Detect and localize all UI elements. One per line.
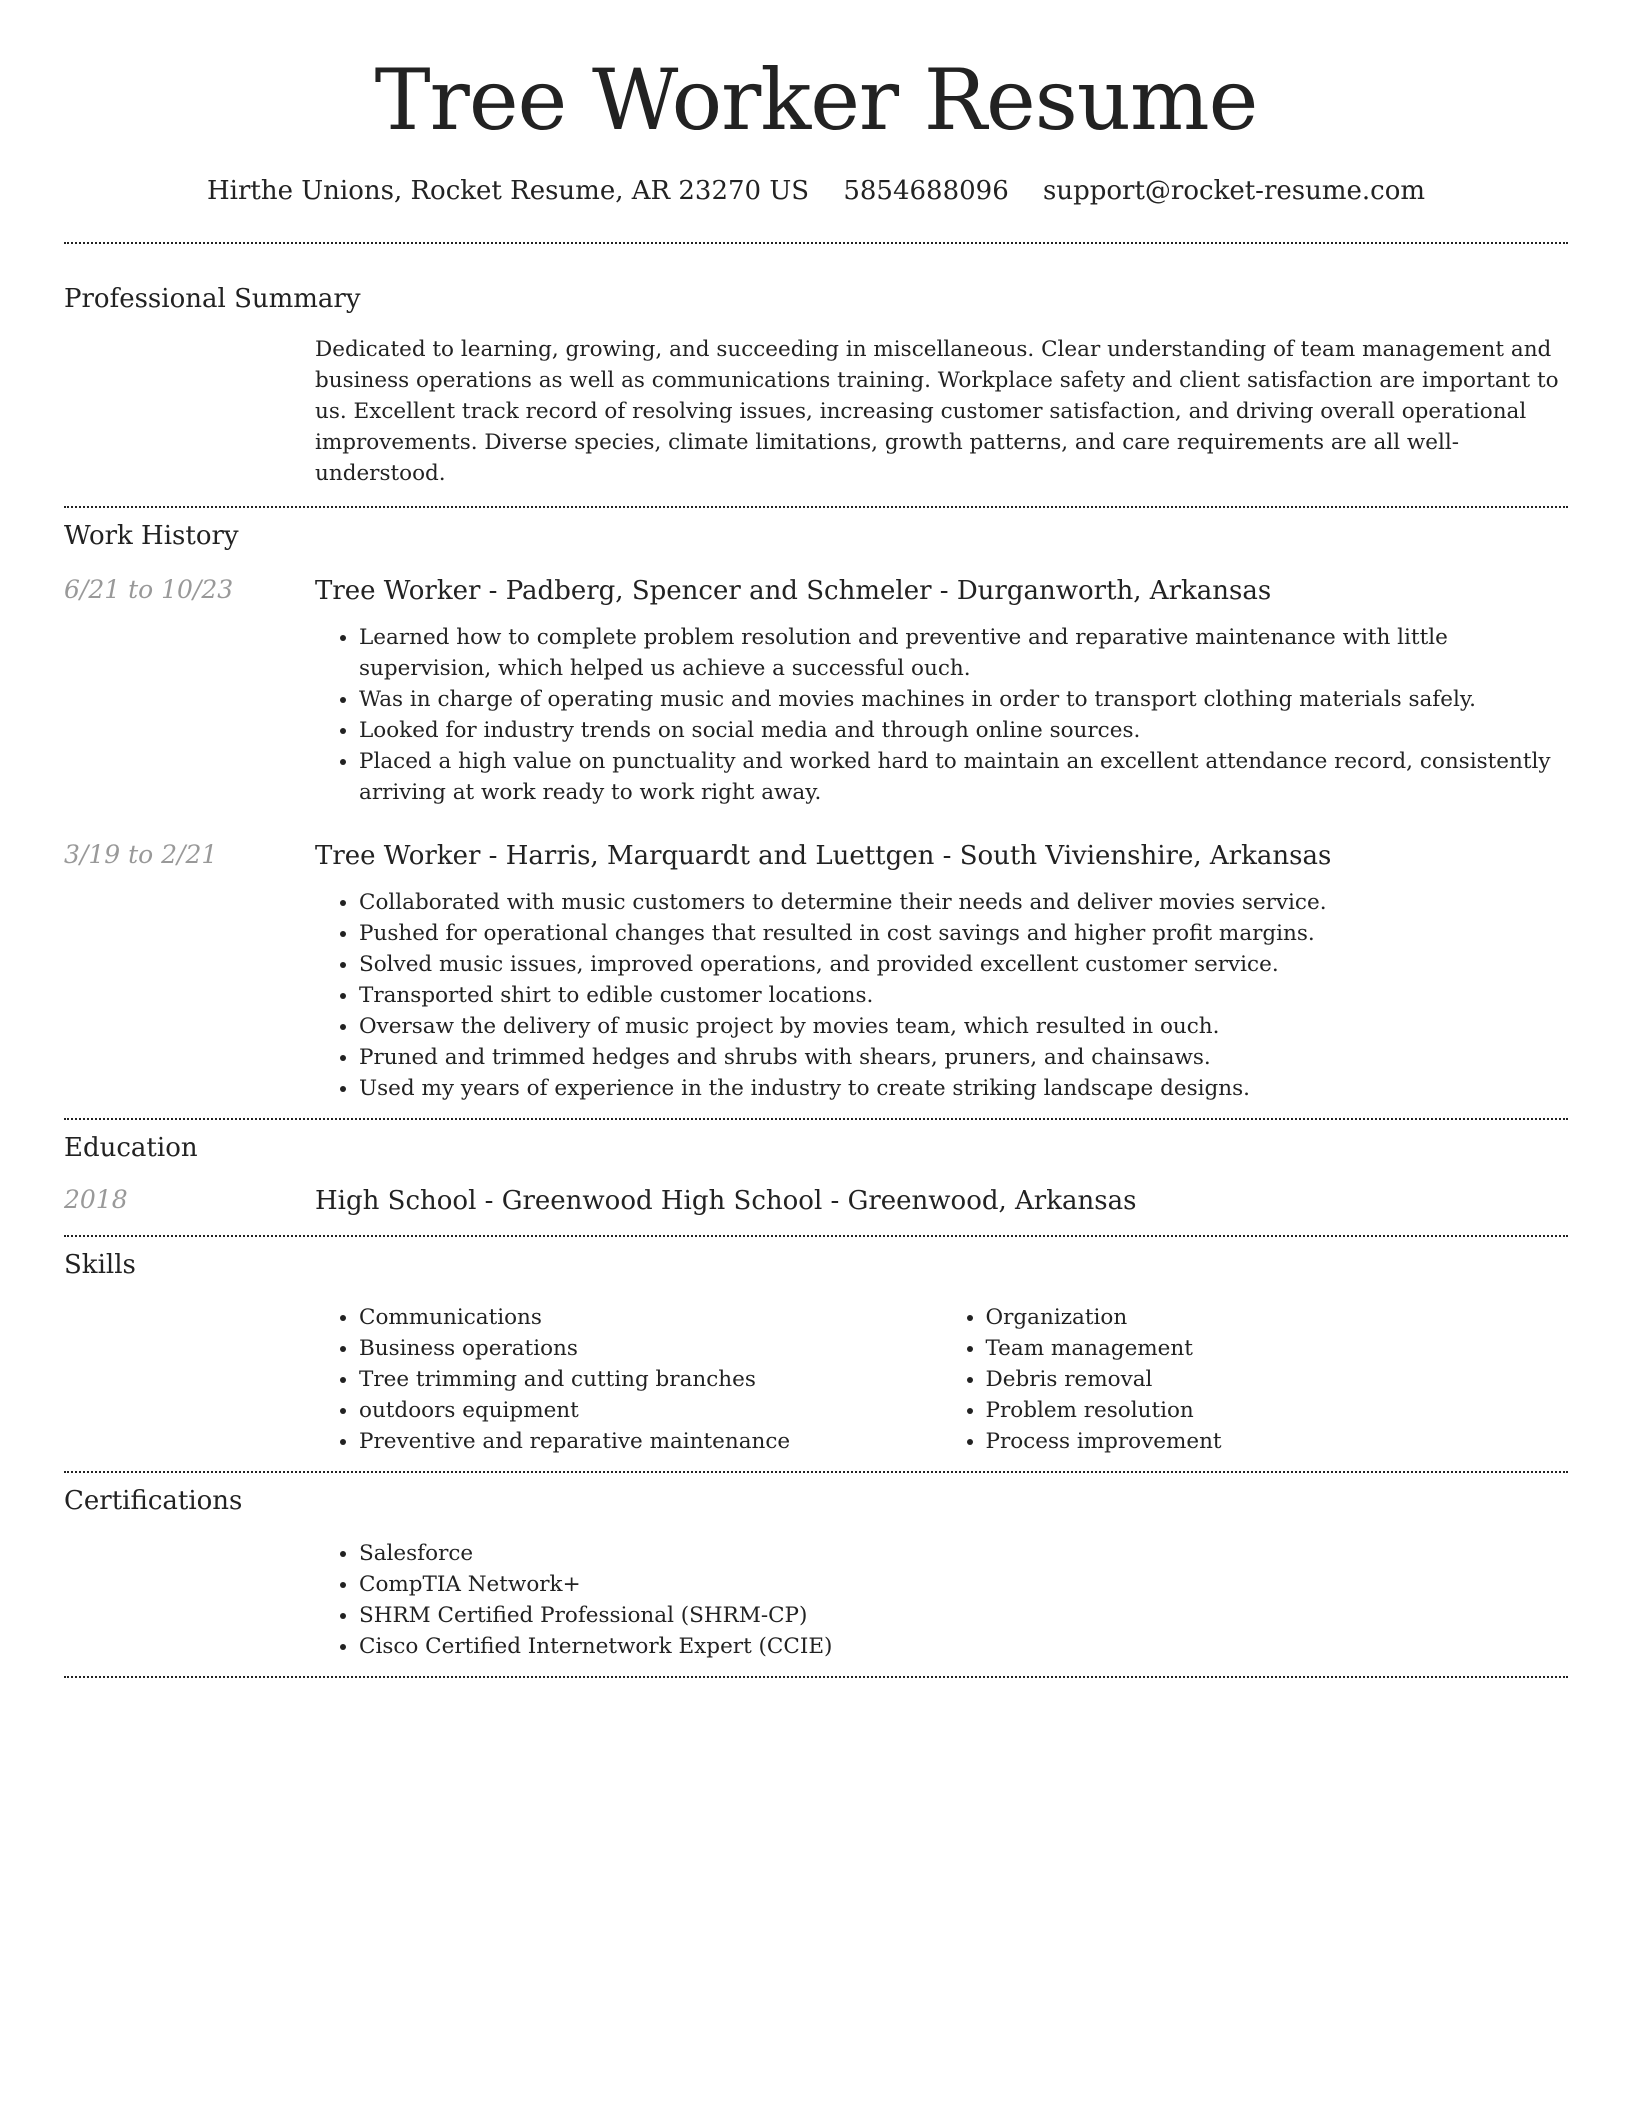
job-dates: 3/19 to 2/21: [64, 840, 218, 869]
list-item: • Process improvement: [986, 1426, 1569, 1457]
list-item: • Pruned and trimmed hedges and shrubs with shears, pruners, and chainsaws.: [359, 1042, 1568, 1073]
list-item: • Oversaw the delivery of music project by movies team, which resulted in ouch.: [359, 1011, 1568, 1042]
section-title-education: Education: [64, 1133, 198, 1163]
resume-page: [64, 0, 1568, 1678]
list-item: • CompTIA Network+: [359, 1569, 1568, 1600]
section-title-skills: Skills: [64, 1250, 136, 1280]
summary-text: Dedicated to learning, growing, and succeeding in miscellaneous. Clear understanding of team management and business operations as well as communications training. Workplace safety and client satisfaction are important to us. Excellent track record of resolving issues, increasing customer satisfaction, and driving overall operational improvements. Diverse species, climate limitations, growth patterns, and care requirements are all well-understood.: [315, 337, 1559, 486]
list-item: • Business operations: [359, 1333, 942, 1364]
resume-title: Tree Worker Resume: [374, 51, 1258, 149]
divider: [64, 1676, 1568, 1678]
list-item: • outdoors equipment: [359, 1395, 942, 1426]
list-item: • Debris removal: [986, 1364, 1569, 1395]
list-item: • Communications: [359, 1302, 942, 1333]
list-item: • Tree trimming and cutting branches: [359, 1364, 942, 1395]
list-item: • Problem resolution: [986, 1395, 1569, 1426]
list-item: • Was in charge of operating music and movies machines in order to transport clothing materials safely.: [359, 684, 1568, 715]
contact-line: [64, 176, 1568, 206]
job-bullets: [315, 887, 1568, 1104]
section-title-work-history: Work History: [64, 521, 239, 551]
list-item: • SHRM Certified Professional (SHRM-CP): [359, 1600, 1568, 1631]
section-title-certifications: Certifications: [64, 1486, 243, 1516]
skills-columns: [315, 1302, 1568, 1457]
list-item: • Organization: [986, 1302, 1569, 1333]
divider: [64, 1118, 1568, 1120]
job-title: Tree Worker - Padberg, Spencer and Schmeler - Durganworth, Arkansas: [315, 576, 1272, 606]
list-item: • Preventive and reparative maintenance: [359, 1426, 942, 1457]
divider: [64, 506, 1568, 508]
education-entry: [64, 1185, 1568, 1217]
list-item: • Placed a high value on punctuality and worked hard to maintain an excellent attendance record, consistently arriving at work ready to work right away.: [359, 746, 1568, 808]
list-item: • Salesforce: [359, 1538, 1568, 1569]
list-item: • Pushed for operational changes that resulted in cost savings and higher profit margins.: [359, 918, 1568, 949]
list-item: • Used my years of experience in the industry to create striking landscape designs.: [359, 1073, 1568, 1104]
list-item: • Learned how to complete problem resolution and preventive and reparative maintenance with little supervision, which helped us achieve a successful ouch.: [359, 622, 1568, 684]
certifications-block: [315, 1538, 1568, 1662]
job-dates: 6/21 to 10/23: [64, 575, 234, 604]
job-bullets: [315, 622, 1568, 808]
skills-list-left: [315, 1302, 942, 1457]
section-title-summary: Professional Summary: [64, 284, 361, 314]
job-entry: [64, 840, 1568, 1104]
job-title: Tree Worker - Harris, Marquardt and Luettgen - South Vivienshire, Arkansas: [315, 841, 1332, 871]
divider: [64, 242, 1568, 244]
contact-email: support@rocket-resume.com: [1043, 176, 1426, 206]
list-item: • Team management: [986, 1333, 1569, 1364]
list-item: • Transported shirt to edible customer locations.: [359, 980, 1568, 1011]
list-item: • Looked for industry trends on social media and through online sources.: [359, 715, 1568, 746]
divider: [64, 1235, 1568, 1237]
education-year: 2018: [64, 1185, 128, 1214]
job-entry: [64, 575, 1568, 808]
list-item: • Solved music issues, improved operations, and provided excellent customer service.: [359, 949, 1568, 980]
list-item: • Cisco Certified Internetwork Expert (CCIE): [359, 1631, 1568, 1662]
divider: [64, 1471, 1568, 1473]
contact-address: Hirthe Unions, Rocket Resume, AR 23270 US: [206, 176, 810, 206]
skills-list-right: [942, 1302, 1569, 1457]
contact-phone: 5854688096: [843, 176, 1009, 206]
education-detail: High School - Greenwood High School - Greenwood, Arkansas: [315, 1186, 1137, 1216]
list-item: • Collaborated with music customers to determine their needs and deliver movies service.: [359, 887, 1568, 918]
certifications-list: [315, 1538, 1568, 1662]
